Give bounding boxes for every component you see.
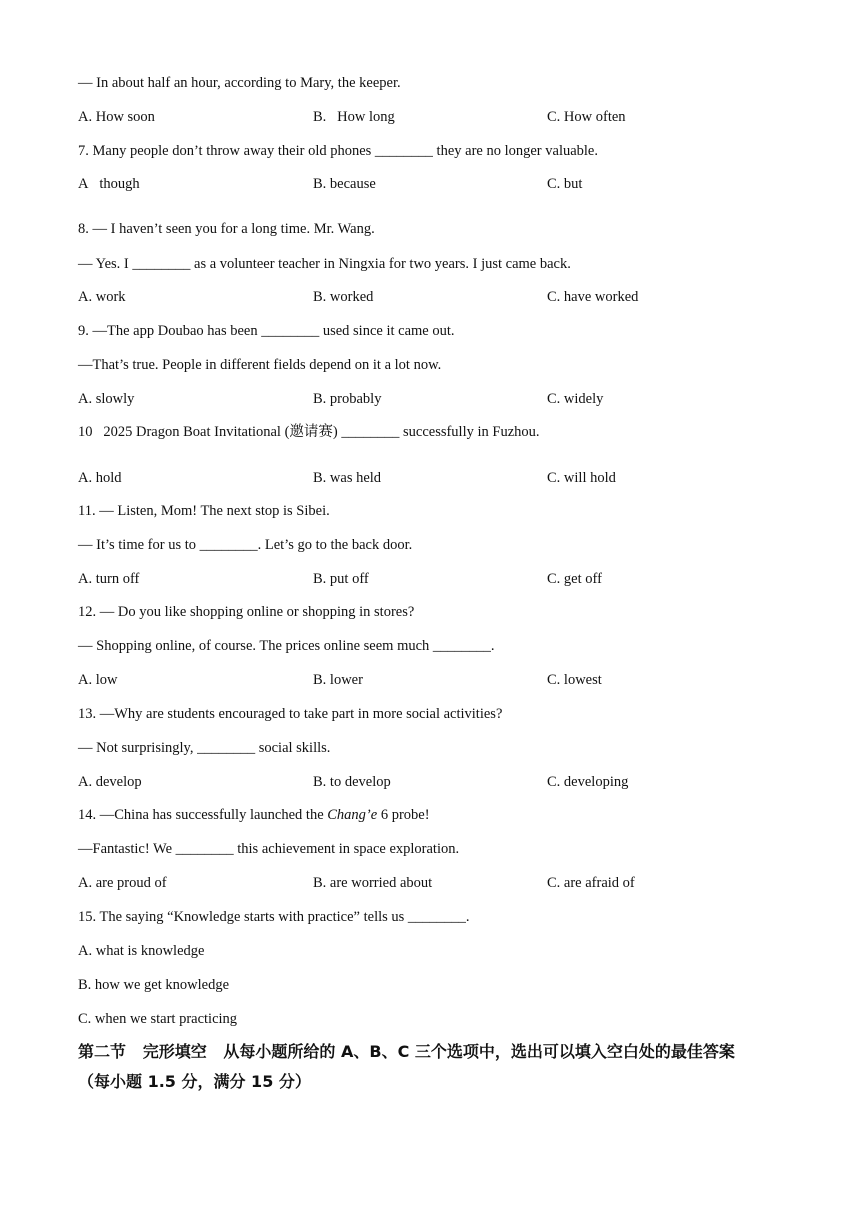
- q15-stem: 15. The saying “Knowledge starts with practice” tells us ________.: [78, 909, 470, 925]
- q9-reply: —That’s true. People in different fields depend on it a lot now.: [78, 357, 442, 373]
- q10-option-c: C. will hold: [547, 470, 616, 486]
- q14-stem-italic: Chang’e: [327, 807, 378, 823]
- q14-stem-before: 14. —China has successfully launched the: [78, 807, 328, 823]
- q8-option-a: A. work: [78, 289, 126, 305]
- q7-option-b: B. because: [313, 176, 376, 192]
- q11-option-b: B. put off: [313, 571, 369, 587]
- q6-answer-line: — In about half an hour, according to Mary, the keeper.: [78, 75, 401, 91]
- q14-stem: [78, 806, 430, 824]
- q11-stem: 11. — Listen, Mom! The next stop is Sibei.: [78, 503, 330, 519]
- q12-option-b: B. lower: [313, 672, 363, 688]
- q9-option-c: C. widely: [547, 391, 604, 407]
- q10-stem: 10 2025 Dragon Boat Invitational (邀请赛) ________ successfully in Fuzhou.: [78, 424, 540, 440]
- q15-option-c: C. when we start practicing: [78, 1011, 238, 1027]
- q14-option-c: C. are afraid of: [547, 875, 635, 891]
- q7-option-a: A though: [78, 176, 140, 192]
- q8-option-b: B. worked: [313, 289, 374, 305]
- q14-stem-after: 6 probe!: [377, 807, 430, 823]
- section2-heading: [78, 1037, 788, 1097]
- q10-option-b: B. was held: [313, 470, 382, 486]
- q6-option-b: B. How long: [313, 109, 395, 125]
- q13-option-a: A. develop: [78, 774, 142, 790]
- q13-stem: 13. —Why are students encouraged to take part in more social activities?: [78, 706, 503, 722]
- section2-heading-line2: （每小题 1.5 分，满分 15 分）: [78, 1072, 311, 1091]
- q11-reply: — It’s time for us to ________. Let’s go to the back door.: [78, 537, 413, 553]
- q12-option-c: C. lowest: [547, 672, 602, 688]
- q12-reply: — Shopping online, of course. The prices online seem much ________.: [78, 638, 495, 654]
- q13-reply: — Not surprisingly, ________ social skills.: [78, 740, 331, 756]
- q7-stem: 7. Many people don’t throw away their old phones ________ they are no longer valuable.: [78, 143, 598, 159]
- q11-option-c: C. get off: [547, 571, 602, 587]
- q14-option-a: A. are proud of: [78, 875, 167, 891]
- q12-option-a: A. low: [78, 672, 118, 688]
- q7-option-c: C. but: [547, 176, 583, 192]
- q12-stem: 12. — Do you like shopping online or shopping in stores?: [78, 604, 415, 620]
- q15-option-a: A. what is knowledge: [78, 943, 205, 959]
- q15-option-b: B. how we get knowledge: [78, 977, 230, 993]
- q13-option-c: C. developing: [547, 774, 629, 790]
- q6-option-c: C. How often: [547, 109, 626, 125]
- q9-option-a: A. slowly: [78, 391, 135, 407]
- q14-reply: —Fantastic! We ________ this achievement in space exploration.: [78, 841, 460, 857]
- q8-stem: 8. — I haven’t seen you for a long time. Mr. Wang.: [78, 221, 375, 237]
- section2-heading-line1: 第二节 完形填空 从每小题所给的 A、B、C 三个选项中，选出可以填入空白处的最佳答案: [78, 1042, 735, 1061]
- q8-reply: — Yes. I ________ as a volunteer teacher in Ningxia for two years. I just came back.: [78, 256, 571, 272]
- q14-option-b: B. are worried about: [313, 875, 433, 891]
- q8-option-c: C. have worked: [547, 289, 639, 305]
- q11-option-a: A. turn off: [78, 571, 140, 587]
- q13-option-b: B. to develop: [313, 774, 391, 790]
- q9-option-b: B. probably: [313, 391, 382, 407]
- q9-stem: 9. —The app Doubao has been ________ used since it came out.: [78, 323, 455, 339]
- q6-option-a: A. How soon: [78, 109, 155, 125]
- q10-option-a: A. hold: [78, 470, 122, 486]
